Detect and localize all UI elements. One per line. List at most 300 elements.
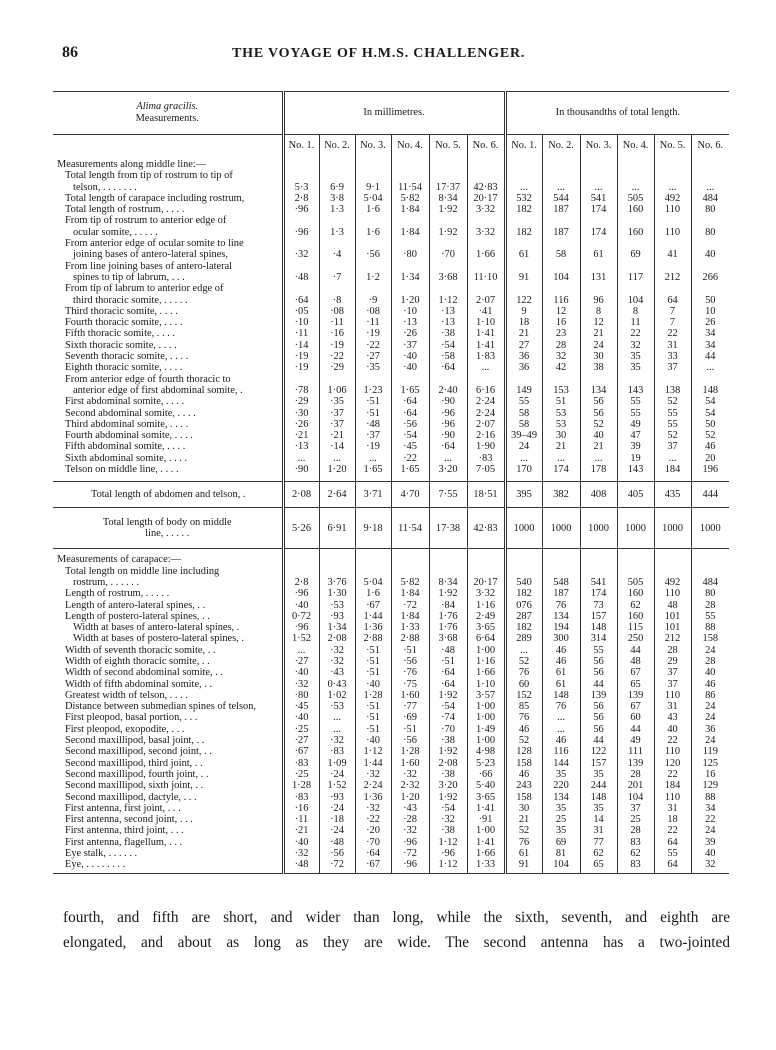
table-cell: ·45 — [283, 701, 319, 712]
table-cell — [391, 170, 429, 181]
table-cell: 3·32 — [467, 588, 505, 599]
table-cell: 131 — [580, 272, 617, 283]
row-label: From tip of labrum to anterior edge of — [65, 283, 224, 295]
table-cell: 1·52 — [283, 633, 319, 644]
table-cell — [283, 566, 319, 577]
caption-subtitle: Measurements. — [135, 113, 199, 124]
table-row — [53, 453, 729, 464]
table-cell: ·37 — [319, 419, 355, 430]
table-cell — [542, 283, 580, 294]
table-cell: 138 — [654, 385, 691, 396]
table-cell: ·96 — [283, 622, 319, 633]
table-cell: 184 — [654, 780, 691, 791]
table-cell: ·64 — [355, 848, 391, 859]
table-cell: 212 — [654, 272, 691, 283]
table-cell: ·51 — [391, 724, 429, 735]
table-cell: 484 — [691, 577, 729, 588]
table-row — [53, 295, 729, 306]
table-cell: ·11 — [283, 814, 319, 825]
table-cell — [542, 374, 580, 385]
table-cell — [319, 566, 355, 577]
table-cell: 129 — [691, 780, 729, 791]
table-cell: 1000 — [691, 508, 729, 549]
table-cell: ·77 — [391, 701, 429, 712]
table-cell: ·19 — [319, 340, 355, 351]
table-cell: 4·98 — [467, 746, 505, 757]
table-cell: ·64 — [429, 441, 467, 452]
table-cell: ·83 — [319, 746, 355, 757]
table-cell: 56 — [580, 712, 617, 723]
table-cell: ·54 — [429, 340, 467, 351]
table-cell: 41 — [654, 249, 691, 260]
table-cell: 1·41 — [467, 803, 505, 814]
table-cell: 1·16 — [467, 600, 505, 611]
table-cell — [654, 283, 691, 294]
table-cell: 37 — [654, 362, 691, 373]
table-cell: 395 — [505, 482, 542, 508]
table-cell: 1·92 — [429, 588, 467, 599]
table-cell — [505, 170, 542, 181]
table-cell: 1·44 — [355, 611, 391, 622]
table-cell: 1·65 — [355, 464, 391, 475]
row-label: Third abdominal somite, . . . . — [65, 418, 189, 430]
table-cell — [391, 554, 429, 565]
table-cell: 1·12 — [355, 746, 391, 757]
table-cell: 1·66 — [467, 249, 505, 260]
table-cell: 3·20 — [429, 464, 467, 475]
table-cell: 1·66 — [467, 848, 505, 859]
table-cell: 62 — [617, 848, 654, 859]
table-cell: 1·49 — [467, 724, 505, 735]
page-number: 86 — [62, 44, 78, 61]
table-cell: 1·36 — [355, 622, 391, 633]
table-cell: ·54 — [429, 803, 467, 814]
table-cell: 5·82 — [391, 577, 429, 588]
table-cell: 174 — [542, 464, 580, 475]
table-cell: ·72 — [319, 859, 355, 873]
table-cell: ·35 — [355, 362, 391, 373]
table-cell: 32 — [542, 351, 580, 362]
table-cell: ... — [319, 453, 355, 464]
table-cell: 49 — [617, 735, 654, 746]
table-cell: 110 — [654, 792, 691, 803]
row-label: From line joining bases of antero-lateral — [65, 260, 233, 272]
table-cell: 39–49 — [505, 430, 542, 441]
table-cell: 39 — [691, 837, 729, 848]
table-cell: 250 — [617, 633, 654, 644]
table-cell — [505, 554, 542, 565]
table-cell — [654, 170, 691, 181]
table-row — [53, 261, 729, 272]
column-header: No. 5. — [429, 135, 467, 158]
row-label: Eighth thoracic somite, . . . . — [65, 362, 183, 374]
table-cell — [654, 374, 691, 385]
table-cell: ·25 — [283, 769, 319, 780]
table-cell: ·54 — [429, 701, 467, 712]
table-cell: ... — [505, 182, 542, 193]
row-label: Second maxillipod, third joint, . . — [65, 757, 203, 769]
table-cell: ·20 — [355, 825, 391, 836]
table-row — [53, 690, 729, 701]
table-cell: 1·20 — [319, 464, 355, 475]
table-cell: ·16 — [319, 328, 355, 339]
row-label: From tip of rostrum to anterior edge of — [65, 215, 227, 227]
table-cell: 2·24 — [467, 396, 505, 407]
table-cell: ·27 — [283, 735, 319, 746]
table-cell: ... — [355, 453, 391, 464]
row-label: Total length of rostrum, . . . . — [65, 204, 185, 216]
table-cell: 18 — [505, 317, 542, 328]
table-cell: 52 — [505, 825, 542, 836]
page-header — [62, 44, 730, 64]
table-cell: 18·51 — [467, 482, 505, 508]
table-cell: 1·20 — [391, 792, 429, 803]
table-cell: 21 — [542, 441, 580, 452]
table-cell: 1·02 — [319, 690, 355, 701]
table-cell: 11·10 — [467, 272, 505, 283]
table-cell — [391, 566, 429, 577]
table-cell: 174 — [580, 588, 617, 599]
table-cell: ·51 — [391, 645, 429, 656]
table-cell — [654, 238, 691, 249]
table-row — [53, 656, 729, 667]
table-cell: ·40 — [283, 600, 319, 611]
table-cell: 34 — [691, 803, 729, 814]
table-cell: 46 — [505, 769, 542, 780]
table-cell: ·40 — [283, 667, 319, 678]
table-cell: 116 — [542, 746, 580, 757]
table-cell: ... — [505, 645, 542, 656]
total-body-row — [53, 508, 729, 549]
table-cell: ·21 — [283, 825, 319, 836]
table-cell: ·51 — [355, 408, 391, 419]
table-cell: ·19 — [355, 328, 391, 339]
row-label: First antenna, flagellum, . . . — [65, 836, 183, 848]
table-cell: ·26 — [391, 328, 429, 339]
table-cell: 1·3 — [319, 227, 355, 238]
table-cell: ·72 — [391, 600, 429, 611]
row-label: third thoracic somite, . . . . . — [73, 294, 188, 306]
table-cell — [283, 159, 319, 170]
table-cell: 58 — [542, 249, 580, 260]
table-cell: 52 — [505, 735, 542, 746]
table-cell: 5·04 — [355, 577, 391, 588]
table-cell: 34 — [691, 340, 729, 351]
table-cell: 20 — [691, 453, 729, 464]
column-header-blank — [53, 135, 283, 158]
table-cell: ·41 — [467, 306, 505, 317]
column-header: No. 4. — [617, 135, 654, 158]
table-row — [53, 837, 729, 848]
table-row — [53, 769, 729, 780]
table-cell: 3·68 — [429, 272, 467, 283]
table-cell: 60 — [617, 712, 654, 723]
table-cell: ... — [283, 453, 319, 464]
table-cell: ·32 — [283, 249, 319, 260]
table-cell: ·96 — [429, 848, 467, 859]
table-cell: 110 — [654, 227, 691, 238]
table-cell: 1·00 — [467, 825, 505, 836]
table-cell: 30 — [505, 803, 542, 814]
table-cell: 1·3 — [319, 204, 355, 215]
table-cell: ·56 — [391, 419, 429, 430]
table-cell: ·51 — [355, 396, 391, 407]
table-cell: 46 — [542, 735, 580, 746]
table-cell — [542, 554, 580, 565]
table-cell: 8 — [580, 306, 617, 317]
table-cell: 8 — [617, 306, 654, 317]
table-row — [53, 374, 729, 385]
table-row — [53, 328, 729, 339]
table-cell: 170 — [505, 464, 542, 475]
table-cell: 287 — [505, 611, 542, 622]
table-cell: 6·9 — [319, 182, 355, 193]
table-row — [53, 633, 729, 644]
table-row — [53, 193, 729, 204]
table-cell: ... — [542, 712, 580, 723]
table-cell: 22 — [654, 328, 691, 339]
table-cell: 0·72 — [283, 611, 319, 622]
table-cell: ·35 — [319, 396, 355, 407]
table-cell: 6·64 — [467, 633, 505, 644]
table-cell: 55 — [617, 408, 654, 419]
table-cell — [355, 283, 391, 294]
table-cell: ·69 — [391, 712, 429, 723]
table-cell: 152 — [505, 690, 542, 701]
table-cell: 158 — [505, 792, 542, 803]
row-label: Distance between submedian spines of telson, — [65, 701, 257, 713]
table-cell: 24 — [691, 645, 729, 656]
table-cell: 76 — [505, 712, 542, 723]
table-cell: 52 — [654, 396, 691, 407]
table-cell: ·90 — [429, 430, 467, 441]
row-label: Total length of abdomen and telson, . — [53, 482, 283, 508]
table-cell: ·83 — [283, 758, 319, 769]
column-header: No. 6. — [467, 135, 505, 158]
table-cell: 157 — [580, 611, 617, 622]
row-label-line: line, . . . . . — [145, 528, 190, 540]
row-label: Length of postero-lateral spines, . . — [65, 610, 210, 622]
table-cell: 134 — [580, 385, 617, 396]
table-cell: 1000 — [580, 508, 617, 549]
table-cell: 1·28 — [391, 746, 429, 757]
table-cell: 22 — [654, 825, 691, 836]
table-cell: ·75 — [391, 679, 429, 690]
table-cell: 52 — [691, 430, 729, 441]
table-cell — [283, 170, 319, 181]
table-cell: ·38 — [429, 735, 467, 746]
table-cell: 1000 — [542, 508, 580, 549]
table-cell: 1·12 — [429, 837, 467, 848]
table-cell: 3·71 — [355, 482, 391, 508]
table-cell: ·9 — [355, 295, 391, 306]
table-cell: 1·00 — [467, 735, 505, 746]
table-cell — [505, 238, 542, 249]
table-cell: 1·44 — [355, 758, 391, 769]
table-cell: ·53 — [319, 600, 355, 611]
row-label: Fourth thoracic somite, . . . . — [65, 317, 183, 329]
row-label: From anterior edge of ocular somite to line — [65, 238, 244, 250]
table-cell: 184 — [654, 464, 691, 475]
table-cell — [319, 159, 355, 170]
table-cell — [429, 159, 467, 170]
table-cell: ·93 — [319, 792, 355, 803]
table-cell: 54 — [691, 396, 729, 407]
table-cell: ·78 — [283, 385, 319, 396]
table-cell: 44 — [580, 735, 617, 746]
table-cell: ·43 — [391, 803, 429, 814]
table-cell: 76 — [505, 837, 542, 848]
table-cell: 182 — [505, 588, 542, 599]
table-cell — [355, 554, 391, 565]
table-cell: ... — [542, 182, 580, 193]
table-cell: ·7 — [319, 272, 355, 283]
table-cell: 1·65 — [391, 385, 429, 396]
table-cell: 9 — [505, 306, 542, 317]
table-cell: 31 — [654, 803, 691, 814]
table-cell: 96 — [580, 295, 617, 306]
table-cell: 2·07 — [467, 295, 505, 306]
table-cell: 1·92 — [429, 690, 467, 701]
table-cell: 88 — [691, 622, 729, 633]
table-cell: ... — [319, 724, 355, 735]
table-cell: 076 — [505, 600, 542, 611]
table-cell: ·67 — [283, 746, 319, 757]
table-row — [53, 238, 729, 249]
table-cell — [505, 215, 542, 226]
table-cell: 60 — [505, 679, 542, 690]
table-cell: 1·6 — [355, 204, 391, 215]
table-cell: 39 — [617, 441, 654, 452]
table-cell: ·40 — [355, 679, 391, 690]
table-cell: 11·54 — [391, 508, 429, 549]
table-cell: 11·54 — [391, 182, 429, 193]
table-cell: 1000 — [617, 508, 654, 549]
table-cell: 153 — [542, 385, 580, 396]
table-cell: 76 — [542, 701, 580, 712]
table-cell: 36 — [691, 724, 729, 735]
table-cell — [355, 261, 391, 272]
table-cell: 1·92 — [429, 227, 467, 238]
table-cell: 1·33 — [391, 622, 429, 633]
row-label: Eye, . . . . . . . . — [53, 859, 283, 873]
paragraph-line: elongated, and about as long as they are wide. The second antenna has a two-jointed — [63, 934, 730, 951]
table-row — [53, 430, 729, 441]
table-cell — [319, 215, 355, 226]
table-cell — [617, 159, 654, 170]
table-cell: ... — [467, 362, 505, 373]
table-cell: 201 — [617, 780, 654, 791]
table-cell — [505, 566, 542, 577]
table-cell: 55 — [691, 611, 729, 622]
table-row — [53, 408, 729, 419]
table-row — [53, 848, 729, 859]
table-cell: ·67 — [355, 859, 391, 873]
table-cell — [467, 283, 505, 294]
table-cell: ·4 — [319, 249, 355, 260]
table-cell: 76 — [542, 600, 580, 611]
table-cell: ·51 — [355, 701, 391, 712]
table-row — [53, 600, 729, 611]
table-cell: 1000 — [505, 508, 542, 549]
table-row — [53, 712, 729, 723]
table-cell: ·40 — [391, 362, 429, 373]
table-cell: ·38 — [429, 769, 467, 780]
table-cell: 1·00 — [467, 645, 505, 656]
table-row — [53, 396, 729, 407]
table-cell: 266 — [691, 272, 729, 283]
table-cell: 56 — [580, 724, 617, 735]
table-cell: ·37 — [355, 430, 391, 441]
table-cell: 1·84 — [391, 588, 429, 599]
table-cell: 3·57 — [467, 690, 505, 701]
table-cell: 55 — [505, 396, 542, 407]
table-cell: 28 — [617, 769, 654, 780]
table-row — [53, 464, 729, 475]
table-cell: 115 — [617, 622, 654, 633]
table-cell — [391, 159, 429, 170]
table-row — [53, 814, 729, 825]
table-cell — [467, 554, 505, 565]
table-cell: ·14 — [319, 441, 355, 452]
table-cell: ... — [654, 453, 691, 464]
table-cell: ·64 — [429, 679, 467, 690]
table-cell — [429, 283, 467, 294]
table-cell: ·28 — [391, 814, 429, 825]
table-cell: 3·20 — [429, 780, 467, 791]
table-cell: 29 — [654, 656, 691, 667]
table-cell: 5·26 — [283, 508, 319, 549]
table-cell — [355, 215, 391, 226]
table-cell: 40 — [691, 249, 729, 260]
table-cell: 23 — [542, 328, 580, 339]
table-cell — [654, 554, 691, 565]
row-label — [53, 508, 283, 549]
table-cell: ·84 — [429, 600, 467, 611]
table-cell: 220 — [542, 780, 580, 791]
table-cell: ·64 — [391, 396, 429, 407]
table-cell: 1·09 — [319, 758, 355, 769]
table-cell — [505, 261, 542, 272]
table-cell: 182 — [505, 227, 542, 238]
table-cell: 2·32 — [391, 780, 429, 791]
table-cell — [467, 170, 505, 181]
table-header-row — [53, 92, 729, 135]
table-row — [53, 667, 729, 678]
row-label: Second maxillipod, second joint, . . — [65, 746, 212, 758]
table-cell: 111 — [617, 746, 654, 757]
table-cell: 300 — [542, 633, 580, 644]
table-cell: 1·52 — [319, 780, 355, 791]
table-cell: 32 — [691, 859, 729, 873]
table-cell — [355, 374, 391, 385]
row-label: First pleopod, basal portion, . . . — [65, 712, 198, 724]
row-label: First antenna, second joint, . . . — [65, 814, 193, 826]
table-row — [53, 385, 729, 396]
table-row — [53, 803, 729, 814]
table-cell: 1·10 — [467, 317, 505, 328]
table-cell — [580, 170, 617, 181]
table-cell: 435 — [654, 482, 691, 508]
table-row — [53, 735, 729, 746]
table-cell: ·38 — [429, 825, 467, 836]
table-cell: 187 — [542, 227, 580, 238]
table-cell: ·51 — [355, 712, 391, 723]
table-cell: 1·10 — [467, 679, 505, 690]
table-row — [53, 566, 729, 577]
table-cell: 1·60 — [391, 690, 429, 701]
table-cell: ... — [283, 645, 319, 656]
